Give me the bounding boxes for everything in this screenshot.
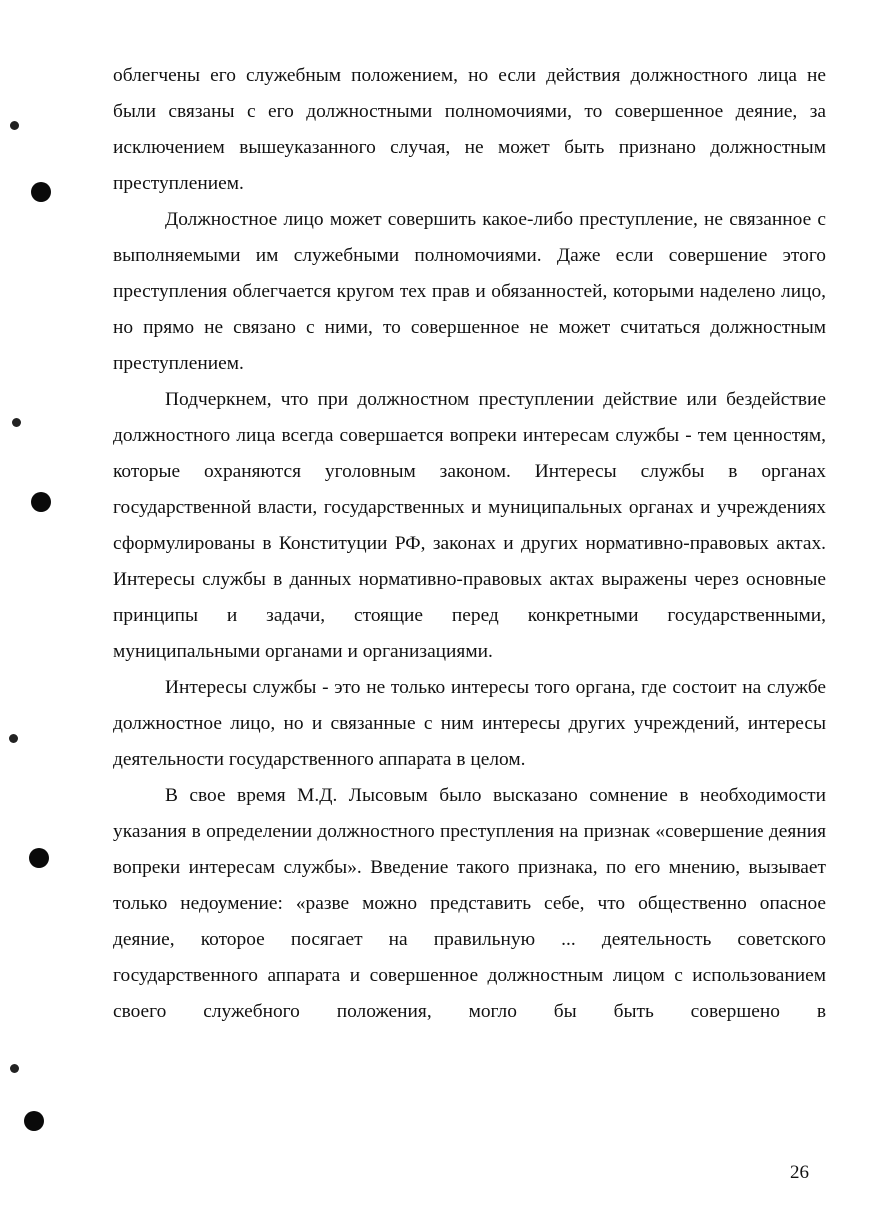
paragraph-1: облегчены его служебным положением, но если действия должностного лица не были связаны с его должностными полномочиями, то совершенное деяние, за исключением вышеуказанного случая, не может быть признано должностным преступлением. — [113, 65, 826, 194]
binder-hole — [31, 182, 51, 202]
binder-hole — [29, 848, 49, 868]
page-number: 26 — [790, 1162, 809, 1183]
body-text — [113, 58, 826, 1030]
scan-speck — [12, 418, 21, 427]
paragraph-4: Интересы службы - это не только интересы того органа, где состоит на службе должностное лицо, но и связанные с ним интересы других учреждений, интересы деятельности государственного аппарата в целом. — [113, 677, 826, 770]
binder-hole — [31, 492, 51, 512]
binder-hole — [24, 1111, 44, 1131]
scan-speck — [9, 734, 18, 743]
scan-speck — [10, 1064, 19, 1073]
paragraph-3: Подчеркнем, что при должностном преступлении действие или бездействие должностного лица всегда совершается вопреки интересам службы - тем ценностям, которые охраняются уголовным законом. Интересы службы в органах государственной власти, государственных и муниципальных органах и учреждениях сформулированы в Конституции РФ, законах и других нормативно-правовых актах. Интересы службы в данных нормативно-правовых актах выражены через основные принципы и задачи, стоящие перед конкретными государственными, муниципальными органами и организациями. — [113, 389, 826, 662]
scan-speck — [10, 121, 19, 130]
paragraph-2: Должностное лицо может совершить какое-либо преступление, не связанное с выполняемыми им служебными полномочиями. Даже если совершение этого преступления облегчается кругом тех прав и обязанностей, которыми наделено лицо, но прямо не связано с ними, то совершенное не может считаться должностным преступлением. — [113, 209, 826, 374]
paragraph-5: В свое время М.Д. Лысовым было высказано сомнение в необходимости указания в определении должностного преступления на признак «совершение деяния вопреки интересам службы». Введение такого признака, по его мнению, вызывает только недоумение: «разве можно представить себе, что общественно опасное деяние, которое посягает на правильную ... деятельность советского государственного аппарата и совершенное должностным лицом с использованием своего служебного положения, могло бы быть совершено в — [113, 785, 826, 1022]
